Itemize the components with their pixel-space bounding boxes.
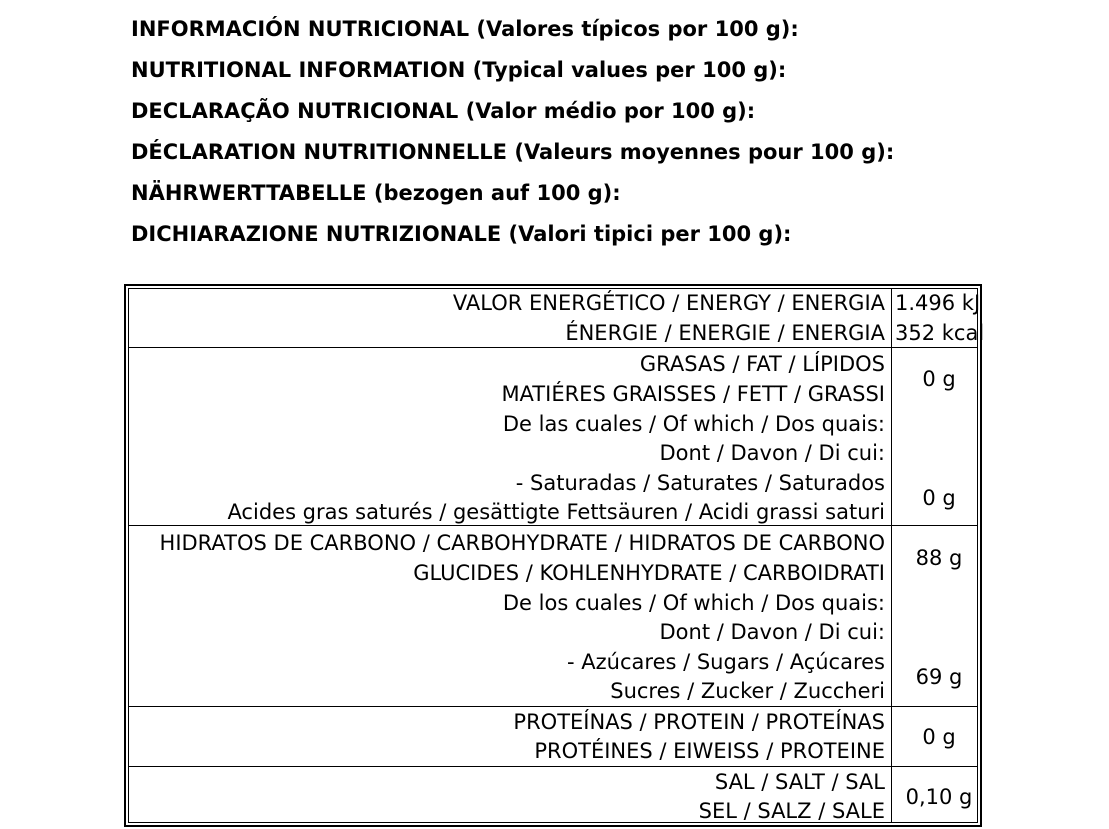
- heading-german: NÄHRWERTTABELLE (bezogen auf 100 g):: [131, 181, 621, 205]
- saturates-label-line-1: - Saturadas / Saturates / Saturados: [515, 471, 885, 495]
- energy-label-line-1: VALOR ENERGÉTICO / ENERGY / ENERGIA: [452, 291, 885, 315]
- heading-italian: DICHIARAZIONE NUTRIZIONALE (Valori tipici per 100 g):: [131, 222, 792, 246]
- carbohydrate-of-which-line-2: Dont / Davon / Di cui:: [659, 620, 885, 644]
- nutrition-table-inner: [128, 288, 985, 823]
- energy-label-line-2: ÉNERGIE / ENERGIE / ENERGIA: [565, 321, 885, 345]
- carbohydrate-label-line-2: GLUCIDES / KOHLENHYDRATE / CARBOIDRATI: [413, 561, 885, 585]
- sugars-label-line-1: - Azúcares / Sugars / Açúcares: [567, 650, 885, 674]
- carbohydrate-label-line-1: HIDRATOS DE CARBONO / CARBOHYDRATE / HIDRATOS DE CARBONO: [159, 531, 885, 555]
- sugars-value: 69 g: [915, 665, 963, 689]
- protein-label-line-2: PROTÉINES / EIWEISS / PROTEINE: [534, 739, 885, 763]
- carbohydrate-of-which-line-1: De los cuales / Of which / Dos quais:: [502, 591, 885, 615]
- saturates-value: 0 g: [922, 486, 956, 510]
- carbohydrate-value: 88 g: [915, 546, 963, 570]
- energy-value-kcal: 352 kcal: [895, 321, 985, 345]
- value-column-divider: [891, 289, 892, 822]
- nutrition-table: [124, 284, 985, 827]
- energy-value-kj: 1.496 kJ: [895, 291, 981, 315]
- salt-label-line-1: SAL / SALT / SAL: [714, 770, 885, 794]
- heading-french: DÉCLARATION NUTRITIONNELLE (Valeurs moyennes pour 100 g):: [131, 140, 895, 164]
- salt-label-line-2: SEL / SALZ / SALE: [698, 799, 885, 823]
- heading-portuguese: DECLARAÇÃO NUTRICIONAL (Valor médio por 100 g):: [131, 99, 756, 123]
- nutrition-headings: [131, 9, 894, 255]
- salt-value: 0,10 g: [905, 785, 973, 809]
- fat-label-line-2: MATIÉRES GRAISSES / FETT / GRASSI: [501, 382, 885, 406]
- fat-of-which-line-1: De las cuales / Of which / Dos quais:: [502, 412, 885, 436]
- heading-english: NUTRITIONAL INFORMATION (Typical values per 100 g):: [131, 58, 787, 82]
- heading-spanish: INFORMACIÓN NUTRICIONAL (Valores típicos por 100 g):: [131, 17, 799, 41]
- protein-value: 0 g: [922, 725, 956, 749]
- saturates-label-line-2: Acides gras saturés / gesättigte Fettsäuren / Acidi grassi saturi: [227, 500, 885, 524]
- fat-of-which-line-2: Dont / Davon / Di cui:: [659, 441, 885, 465]
- fat-value: 0 g: [922, 367, 956, 391]
- fat-label-line-1: GRASAS / FAT / LÍPIDOS: [639, 352, 885, 376]
- protein-label-line-1: PROTEÍNAS / PROTEIN / PROTEÍNAS: [513, 710, 885, 734]
- sugars-label-line-2: Sucres / Zucker / Zuccheri: [610, 679, 885, 703]
